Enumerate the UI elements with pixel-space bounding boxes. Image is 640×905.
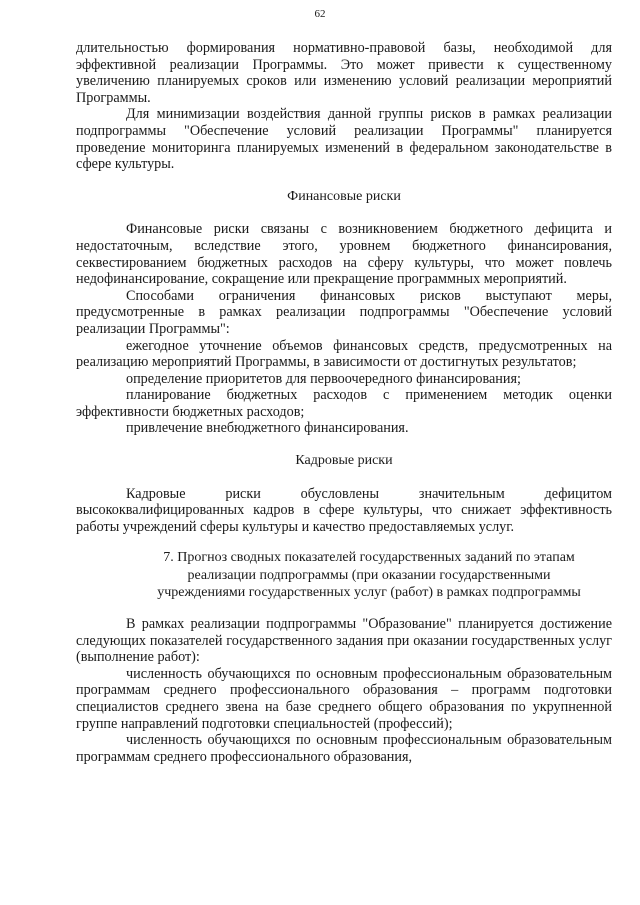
list-item: определение приоритетов для первоочередного финансирования; bbox=[126, 370, 521, 387]
paragraph: В рамках реализации подпрограммы "Образование" планируется достижение следующих показателей государственного задания при оказании государственных услуг (выполнение работ): bbox=[76, 615, 612, 666]
section-heading-7: 7. Прогноз сводных показателей государственных заданий по этапам реализации подпрограммы (при оказании государственными учреждениями государственных услуг (работ) в рамках подпрограммы bbox=[157, 550, 581, 601]
section-heading-financial-risks: Финансовые риски bbox=[287, 188, 401, 204]
list-item: ежегодное уточнение объемов финансовых средств, предусмотренных на реализацию мероприятий Программы, в зависимости от достигнутых результатов; bbox=[76, 337, 612, 371]
page-number: 62 bbox=[314, 8, 326, 20]
paragraph: Для минимизации воздействия данной группы рисков в рамках реализации подпрограммы "Обеспечение условий реализации Программы" планируется проведение мониторинга планируемых изменений в федеральном законодательстве в сфере культуры. bbox=[76, 106, 612, 173]
page-content bbox=[76, 40, 612, 765]
paragraph: длительностью формирования нормативно-правовой базы, необходимой для эффективной реализации Программы. Это может привести к существенному увеличению планируемых сроков или изменению условий реализации мероприятий Программы. bbox=[76, 40, 612, 106]
list-item: привлечение внебюджетного финансирования. bbox=[126, 420, 409, 437]
paragraph: Кадровые риски обусловлены значительным дефицитом высококвалифицированных кадров в сфере культуры, что снижает эффективность работы учреждений сферы культуры и качество предоставляемых услуг. bbox=[76, 485, 612, 535]
paragraph: Финансовые риски связаны с возникновением бюджетного дефицита и недостаточным, вследствие этого, уровнем бюджетного финансирования, секвестированием бюджетных расходов на сферу культуры, что может повлечь недофинансирование, сокращение или прекращение программных мероприятий. bbox=[76, 221, 612, 288]
list-item: численность обучающихся по основным профессиональным образовательным программам среднего профессионального образования, bbox=[76, 732, 612, 765]
section-heading-staff-risks: Кадровые риски bbox=[295, 453, 393, 469]
list-item: планирование бюджетных расходов с применением методик оценки эффективности бюджетных расходов; bbox=[76, 387, 612, 420]
list-item: численность обучающихся по основным профессиональным образовательным программам среднего профессионального образования – программ подготовки специалистов среднего звена на базе среднего общего образования по укрупненной группе направлений подготовки специальностей (профессий); bbox=[76, 665, 612, 732]
paragraph: Способами ограничения финансовых рисков выступают меры, предусмотренные в рамках реализации подпрограммы "Обеспечение условий реализации Программы": bbox=[76, 287, 612, 337]
